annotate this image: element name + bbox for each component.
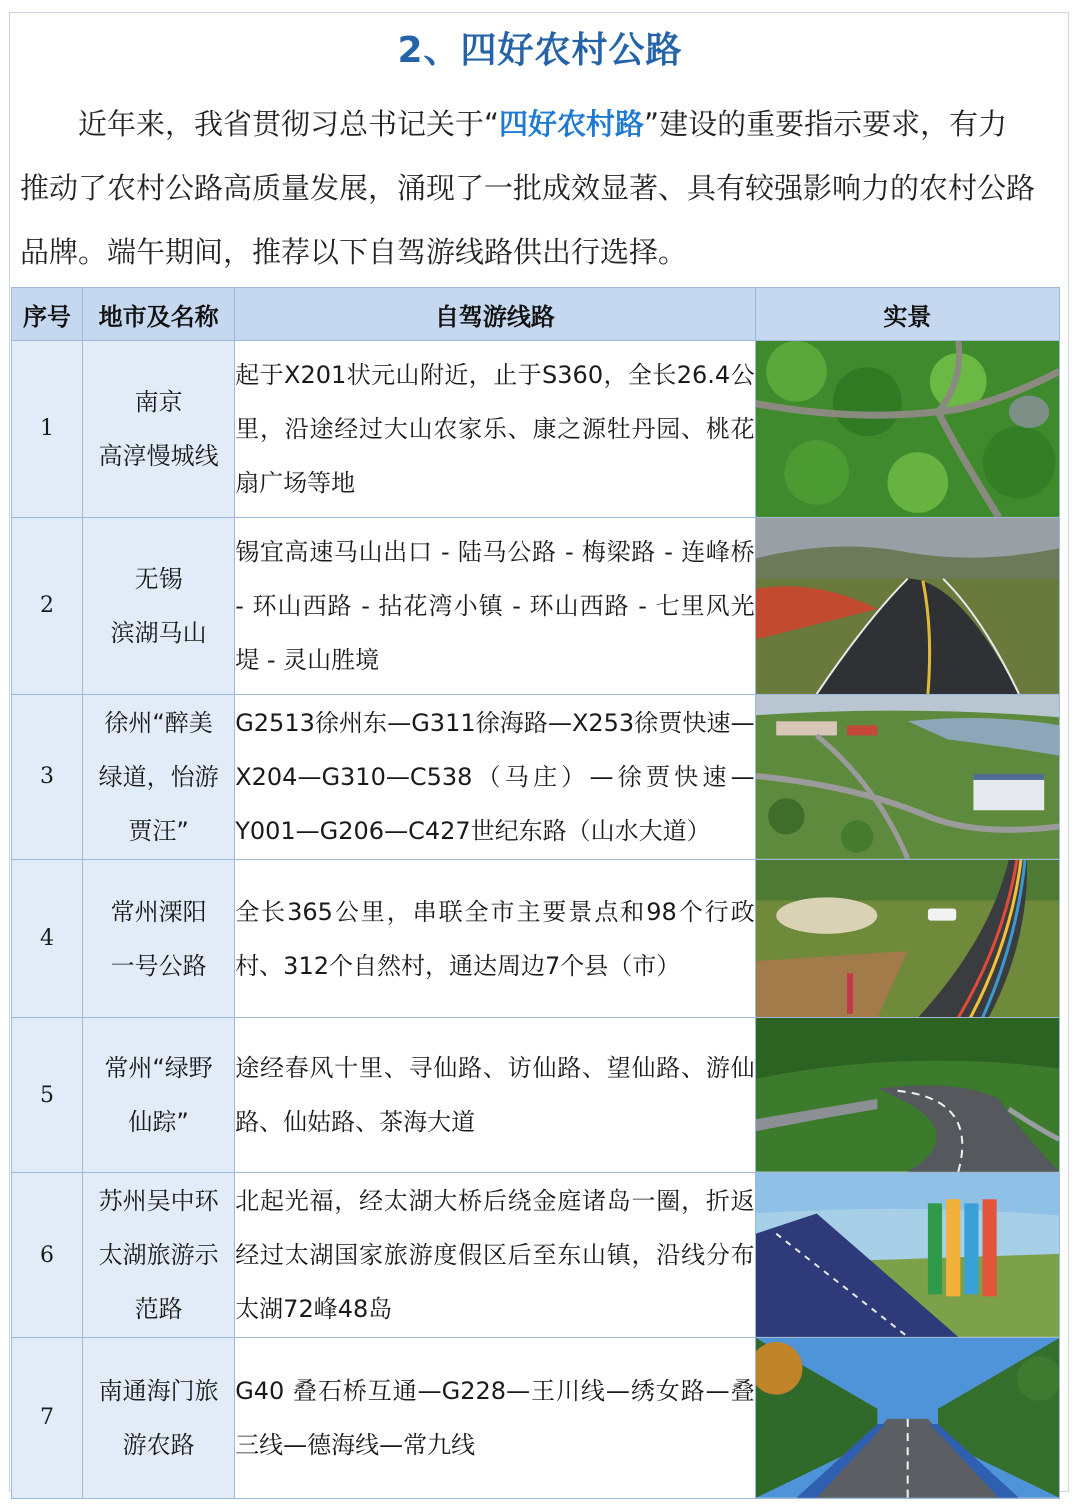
- city-name: 无锡 滨湖马山: [83, 517, 235, 694]
- table-row: [12, 694, 1060, 859]
- route-description: 锡宜高速马山出口 - 陆马公路 - 梅梁路 - 连峰桥 - 环山西路 - 拈花湾小镇 - 环山西路 - 七里风光堤 - 灵山胜境: [235, 517, 755, 694]
- route-description: G2513徐州东—G311徐海路—X253徐贾快速—X204—G310—C538（马庄）—徐贾快速—Y001—G206—C427世纪东路（山水大道）: [235, 694, 755, 859]
- tree-lined-road-photo: [755, 1337, 1059, 1498]
- intro-line-1: 近年来，我省贯彻习总书记关于“四好农村路”建设的重要指示要求，有力: [78, 107, 1008, 141]
- table-row: [12, 517, 1060, 694]
- row-number: 2: [12, 517, 83, 694]
- row-number: 5: [12, 1018, 83, 1173]
- row-number: 3: [12, 694, 83, 859]
- route-description: 全长365公里，串联全市主要景点和98个行政村、312个自然村，通达周边7个县（市）: [235, 859, 755, 1018]
- intro-line-2: 推动了农村公路高质量发展，涌现了一批成效显著、具有较强影响力的农村公路: [20, 171, 1036, 205]
- routes-table: [11, 287, 1060, 1499]
- header-city: 地市及名称: [83, 288, 235, 341]
- route-description: G40 叠石桥互通—G228—王川线—绣女路—叠三线—德海线—常九线: [235, 1337, 755, 1498]
- lakeside-road-photo: [755, 1173, 1059, 1338]
- curving-road-photo: [755, 517, 1059, 694]
- mountain-road-photo: [755, 1018, 1059, 1173]
- row-number: 6: [12, 1173, 83, 1338]
- city-name: 常州溧阳 一号公路: [83, 859, 235, 1018]
- header-photo: 实景: [755, 288, 1059, 341]
- table-row: [12, 341, 1060, 518]
- route-description: 北起光福，经太湖大桥后绕金庭诸岛一圈，折返经过太湖国家旅游度假区后至东山镇，沿线分布太湖72峰48岛: [235, 1173, 755, 1338]
- row-number: 1: [12, 341, 83, 518]
- row-number: 4: [12, 859, 83, 1018]
- forest-road-aerial-photo: [755, 341, 1059, 518]
- table-row: [12, 859, 1060, 1018]
- city-name: 南京 高淳慢城线: [83, 341, 235, 518]
- row-number: 7: [12, 1337, 83, 1498]
- city-name: 苏州吴中环 太湖旅游示 范路: [83, 1173, 235, 1338]
- intro-paragraph: [20, 92, 1062, 284]
- route-description: 途经春风十里、寻仙路、访仙路、望仙路、游仙路、仙姑路、茶海大道: [235, 1018, 755, 1173]
- table-row: [12, 1337, 1060, 1498]
- city-name: 常州“绿野 仙踪”: [83, 1018, 235, 1173]
- intro-line-3: 品牌。端午期间，推荐以下自驾游线路供出行选择。: [20, 235, 688, 269]
- city-name: 南通海门旅 游农路: [83, 1337, 235, 1498]
- section-title: 2、四好农村公路: [397, 30, 683, 71]
- lake-town-aerial-photo: [755, 694, 1059, 859]
- table-row: [12, 1018, 1060, 1173]
- intro-highlight: 四好农村路: [499, 107, 645, 141]
- table-header-row: [12, 288, 1060, 341]
- table-row: [12, 1173, 1060, 1338]
- header-no: 序号: [12, 288, 83, 341]
- city-name: 徐州“醉美 绿道，怡游 贾汪”: [83, 694, 235, 859]
- header-route: 自驾游线路: [235, 288, 755, 341]
- rainbow-road-photo: [755, 859, 1059, 1018]
- route-description: 起于X201状元山附近，止于S360，全长26.4公里，沿途经过大山农家乐、康之源牡丹园、桃花扇广场等地: [235, 341, 755, 518]
